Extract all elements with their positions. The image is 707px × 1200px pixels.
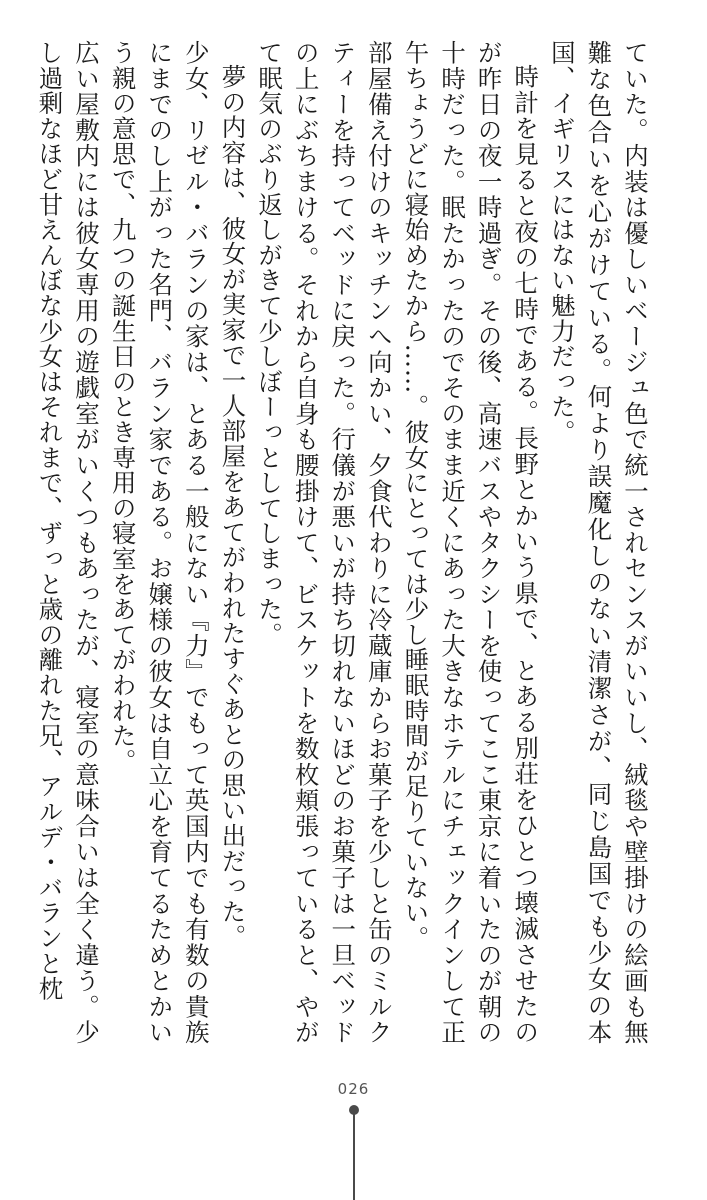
paragraph: 時計を見ると夜の七時である。長野とかいう県で、とある別荘をひとつ壊滅させたのが昨日の夜一時過ぎ。その後、高速バスやタクシーを使ってここ東京に着いたのが朝の十時だった。眠たかったのでそのまま近くにあった大きなホテルにチェックインして正午ちょうどに寝始めたから……。彼女にとっては少し睡眠時間が足りていない。 [400,40,540,1045]
paragraph: 広い屋敷内には彼女専用の遊戯室がいくつもあったが、寝室の意味合いは全く違う。少し過剰なほど甘えんぼな少女はそれまで、ずっと歳の離れた兄、アルデ・バランと枕 [34,40,101,1045]
paragraph: ていた。内装は優しいベージュ色で統一されセンスがいいし、絨毯や壁掛けの絵画も無難な色合いを心がけている。何より誤魔化しのない清潔さが、同じ島国でも少女の本国、イギリスにはない魅力だった。 [546,40,649,1045]
page-marker-icon [349,1105,359,1200]
paragraph: 夢の内容は、彼女が実家で一人部屋をあてがわれたすぐあとの思い出だった。 [217,64,247,950]
page-number: 026 [337,1080,370,1098]
vertical-text-body [34,40,652,1045]
paragraph: 部屋備え付けのキッチンへ向かい、夕食代わりに冷蔵庫からお菓子を少しと缶のミルクティーを持ってベッドに戻った。行儀が悪いが持ち切れないほどのお菓子は一旦ベッドの上にぶちまける。それから自身も腰掛けて、ビスケットを数枚頬張っていると、やがて眠気のぶり返しがきて少しぼーっとしてしまった。 [254,40,393,1045]
paragraph: 少女、リゼル・バランの家は、とある一般にない『力』でもって英国内でも有数の貴族にまでのし上がった名門、バラン家である。お嬢様の彼女は自立心を育てるためとかいう親の意思で、九つの誕生日のとき専用の寝室をあてがわれた。 [107,40,210,1045]
marker-line [353,1114,355,1200]
